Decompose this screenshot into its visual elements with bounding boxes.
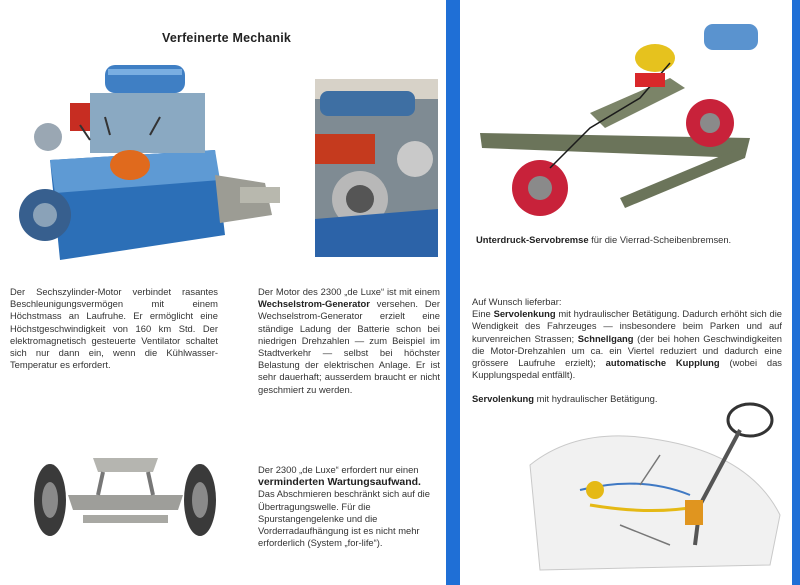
option2-rest: (der bei hohen Geschwindigkeiten die Motor-Drehzahlen um ca. ein Viertel reduziert und dadurch eine grössere Laufruhe erzielt); (472, 332, 782, 369)
alternator-text-b: versehen. Der Wechselstrom-Generator erzielt eine ständige Ladung der Batterie schon bei niedrigen Drehzahlen — zum Beispiel im Stadtverkehr — selbst bei höchster Belastung der elektrischen Anlage. Er ist sehr dauerhaft; ausserdem braucht er nicht geschmiert zu werden. (258, 298, 440, 395)
steering-caption-rest: mit hydraulischer Betätigung. (536, 393, 658, 404)
steering-caption-bold: Servolenkung (472, 393, 534, 404)
maintenance-text (258, 464, 440, 549)
blue-page-edge (792, 0, 800, 585)
brake-caption-rest: für die Vierrad-Scheibenbremsen. (591, 234, 732, 245)
blue-divider (446, 0, 460, 585)
brake-caption-bold: Unterdruck-Servobremse (476, 234, 589, 245)
power-steering-illustration (520, 395, 790, 580)
maintenance-bold: verminderten Wartungsaufwand. (258, 476, 421, 489)
alternator-text-a: Der Motor des 2300 „de Luxe“ ist mit einem (258, 286, 440, 297)
option3-bold: automatische Kupplung (605, 357, 720, 369)
option1-rest: mit hydraulischer Betätigung. Dadurch erhöht sich die Wendigkeit des Fahrzeuges — insbesondere beim Parken und auf kurvenreichen Strassen; (472, 308, 782, 344)
option3-rest: (wobei das Kupplungspedal entfällt). (472, 357, 782, 381)
alternator-photo (315, 79, 438, 257)
maintenance-text-b: Das Abschmieren beschränkt sich auf die Übertragungswelle. Für die Spurstangengelenke und die Vorderradaufhängung ist es nicht mehr erforderlich (System „for-life“). (258, 488, 430, 549)
brake-system-illustration (470, 18, 760, 223)
option1-pre: Eine (472, 308, 491, 320)
engine-text-body: Der Sechszylinder-Motor verbindet rasantes Beschleunigungsvermögen mit einem Höchstmass an Laufruhe. Er ermöglicht eine Höchstgeschwindigkeit von 160 km Std. Der elektromagnetisch gesteuerte Ventilator schaltet sich nur dann ein, wenn die Kühlwasser-Temperatur es erfordert. (10, 286, 218, 371)
engine-text (10, 286, 218, 371)
options-intro: Auf Wunsch lieferbar: (472, 296, 562, 307)
option2-bold: Schnellgang (577, 332, 634, 344)
alternator-bold: Wechselstrom-Generator (258, 298, 370, 310)
page-title: Verfeinerte Mechanik (162, 31, 292, 45)
front-axle-illustration (28, 450, 223, 545)
brake-caption (476, 234, 731, 245)
engine-illustration (10, 55, 285, 270)
option1-bold: Servolenkung (493, 308, 556, 320)
options-text (472, 296, 782, 381)
alternator-text (258, 286, 440, 396)
maintenance-text-a: Der 2300 „de Luxe“ erfordert nur einen (258, 464, 419, 475)
